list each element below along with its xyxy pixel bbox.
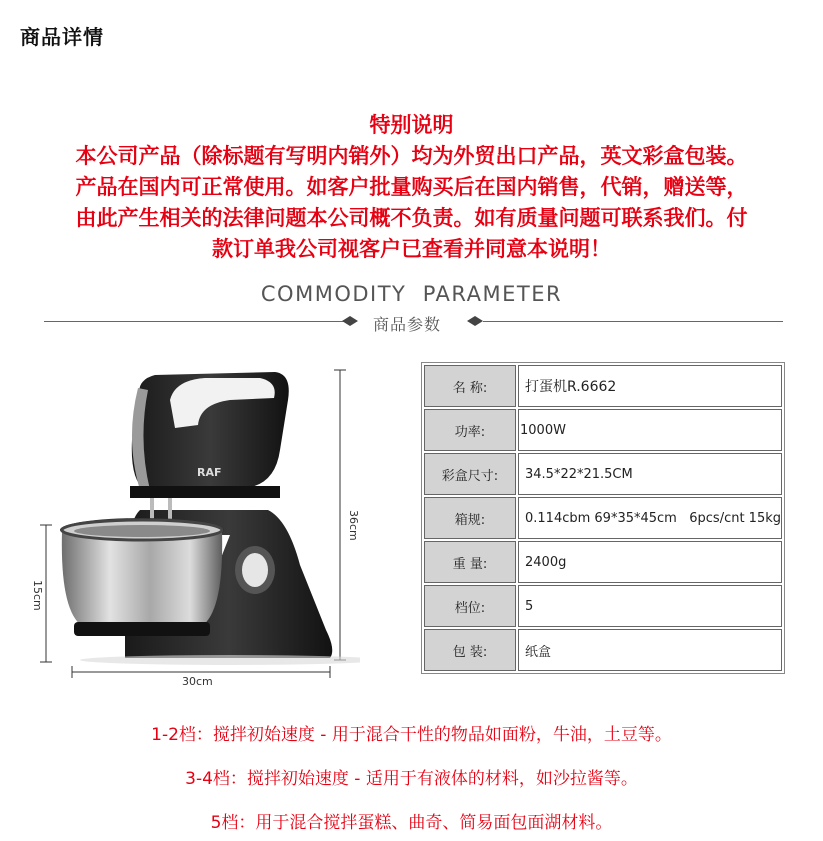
page-title: 商品详情 [20,25,104,49]
spec-value: 0.114cbm 69*35*45cm 6pcs/cnt 15kg [518,497,782,539]
spec-key: 箱规: [424,497,516,539]
divider-left [44,321,344,322]
notice-line: 产品在国内可正常使用。如客户批量购买后在国内销售，代销，赠送等， [75,175,748,199]
spec-value: 34.5*22*21.5CM [518,453,782,495]
spec-value: 1000W [518,409,782,451]
table-row [424,629,782,671]
parameter-table [421,362,785,674]
notice-heading: 特别说明 [369,113,454,137]
speed-feature-1: 1-2档：搅拌初始速度 - 用于混合干性的物品如面粉，牛油，土豆等。 [151,725,672,745]
spec-key: 彩盒尺寸: [424,453,516,495]
table-row [424,409,782,451]
speed-feature-3: 5档：用于混合搅拌蛋糕、曲奇、简易面包面湖材料。 [210,813,613,833]
special-notice [0,110,823,265]
spec-key: 重 量: [424,541,516,583]
diamond-icon [342,316,358,326]
spec-value: 2400g [518,541,782,583]
dimension-bowl: 15cm [31,580,44,611]
spec-value: 纸盒 [518,629,782,671]
notice-line: 款订单我公司视客户已查看并同意本说明！ [212,237,611,261]
section-title-en: COMMODITY PARAMETER [260,282,563,306]
stand-mixer-image [30,360,360,700]
spec-value: 打蛋机R.6662 [518,365,782,407]
table-row [424,585,782,627]
speed-feature-2: 3-4档：搅拌初始速度 - 适用于有液体的材料，如沙拉酱等。 [185,769,638,789]
divider-right [483,321,783,322]
dimension-height: 36cm [347,510,360,541]
spec-key: 包 装: [424,629,516,671]
diamond-icon [467,316,483,326]
spec-key: 档位: [424,585,516,627]
notice-line: 由此产生相关的法律问题本公司概不负责。如有质量问题可联系我们。付 [75,206,748,230]
spec-value: 5 [518,585,782,627]
notice-line: 本公司产品（除标题有写明内销外）均为外贸出口产品，英文彩盒包装。 [75,144,748,168]
dimension-width: 30cm [182,675,213,688]
table-row [424,365,782,407]
table-row [424,453,782,495]
spec-key: 功率: [424,409,516,451]
section-title-cn: 商品参数 [373,315,442,334]
table-row [424,497,782,539]
brand-logo: RAF [197,466,222,479]
spec-key: 名 称: [424,365,516,407]
table-row [424,541,782,583]
